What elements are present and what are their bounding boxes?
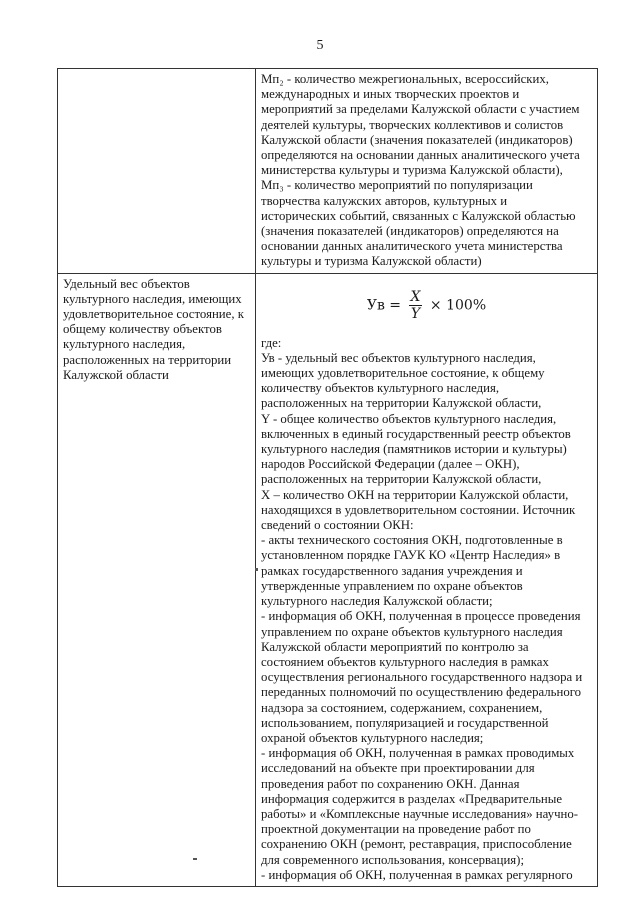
formula-denominator: Y [410, 305, 421, 322]
text-line: проектной документации на проведение работ по [261, 822, 531, 837]
text-line: творчества калужских авторов, культурных и [261, 193, 508, 208]
text-line: надзора за состоянием, содержанием, сохранением, [261, 700, 543, 715]
text-line: количеству объектов культурного наследия, [261, 381, 500, 396]
text-line: культурного наследия, имеющих [63, 291, 242, 306]
text-line: культурного наследия, [63, 337, 186, 352]
text-line: X – количество ОКН на территории Калужской области, [261, 487, 569, 502]
text-line: проведения работ по сохранению ОКН. Данная [261, 776, 520, 791]
text-line: находящихся в удовлетворительном состоянии. Источник [261, 502, 576, 517]
text-line: расположенных на территории Калужской области, [261, 472, 542, 487]
formula [261, 289, 592, 322]
text-line: для современного использования, консервация); [261, 852, 525, 867]
formula-rhs: × 100% [429, 297, 487, 314]
text-line: сохранению ОКН (ремонт, реставрация, приспособление [261, 837, 572, 852]
text-line: - информация об ОКН, полученная в рамках проводимых [261, 746, 575, 761]
text-line: Мп₂ - количество межрегиональных, всероссийских, [261, 72, 549, 86]
text-line: (значения показателей (индикаторов) определяются на [261, 224, 559, 239]
text-line: - акты технического состояния ОКН, подготовленные в [261, 533, 563, 548]
text-line: охраной объектов культурного наследия; [261, 730, 484, 745]
text-line: состоянием объектов культурного наследия в рамках [261, 654, 549, 669]
text-line: Ув - удельный вес объектов культурного наследия, [261, 350, 536, 365]
text-line: Мп₃ - количество мероприятий по популяризации [261, 178, 533, 193]
text-line: Калужской области [63, 367, 169, 382]
text-line: - информация об ОКН, полученная в процессе проведения [261, 609, 581, 624]
text-line: удовлетворительное состояние, к [63, 307, 244, 322]
text-line: деятелей культуры, творческих коллективов и солистов [261, 117, 564, 132]
text-line: расположенных на территории Калужской области, [261, 396, 542, 411]
text-line: мероприятий за пределами Калужской области с участием [261, 102, 580, 117]
text-line: Y - общее количество объектов культурного наследия, [261, 411, 557, 426]
method-cell [256, 69, 598, 274]
text-line: Калужской области мероприятий по контролю за [261, 639, 529, 654]
text-line: культурного наследия Калужской области; [261, 594, 493, 609]
page-number: 5 [316, 38, 324, 53]
text-line: рамках государственного задания учреждения и [261, 563, 523, 578]
text-line: информация содержится в разделах «Предварительные [261, 791, 563, 806]
text-line: Удельный вес объектов [63, 276, 190, 291]
text-line: установленном порядке ГАУК КО «Центр Наследия» в [261, 548, 561, 563]
text-line: международных и иных творческих проектов и [261, 87, 520, 102]
table-row [58, 273, 598, 886]
text-line: имеющих удовлетворительное состояние, к общему [261, 366, 545, 381]
text-line: осуществления регионального государственного надзора и [261, 670, 583, 685]
method-cell [256, 273, 598, 886]
text-line: министерства культуры и туризма Калужской области), [261, 163, 563, 178]
formula-lhs: Ув = [366, 297, 402, 314]
text-line: культуры и туризма Калужской области) [261, 254, 482, 269]
text-line: культурного наследия (памятников истории и культуры) [261, 442, 567, 457]
method-text [261, 72, 592, 270]
text-line: определяются на основании данных аналитического учета [261, 148, 580, 163]
text-line: Калужской области (значения показателей (индикаторов) [261, 132, 573, 147]
text-line: работы» и «Комплексные научные исследования» научно- [261, 806, 579, 821]
text-line: переданных полномочий по осуществлению федерального [261, 685, 582, 700]
text-line: использованием, популяризацией и государственной [261, 715, 549, 730]
table-row [58, 69, 598, 274]
formula-fraction [409, 289, 423, 322]
text-line: народов Российской Федерации (далее – ОКН), [261, 457, 520, 472]
formula-numerator: X [410, 288, 421, 305]
text-line: сведений о состоянии ОКН: [261, 518, 414, 533]
method-text [261, 336, 592, 883]
text-line: основании данных аналитического учета министерства [261, 239, 563, 254]
scan-speck [193, 858, 197, 860]
text-line: расположенных на территории [63, 352, 232, 367]
text-line: общему количеству объектов [63, 322, 222, 337]
text-line: управлением по охране объектов культурного наследия [261, 624, 563, 639]
indicator-table [57, 68, 598, 887]
text-line: - информация об ОКН, полученная в рамках регулярного [261, 867, 573, 882]
indicator-name-cell [58, 69, 256, 274]
text-line: исследований на объекте при проектировании для [261, 761, 535, 776]
text-line: исторических событий, связанных с Калужской областью [261, 208, 576, 223]
indicator-name [63, 277, 250, 383]
scan-speck [255, 568, 258, 571]
text-line: утвержденные управлением по охране объектов [261, 578, 523, 593]
text-line: включенных в единый государственный реестр объектов [261, 426, 571, 441]
indicator-name-cell [58, 273, 256, 886]
text-line: где: [261, 335, 282, 350]
